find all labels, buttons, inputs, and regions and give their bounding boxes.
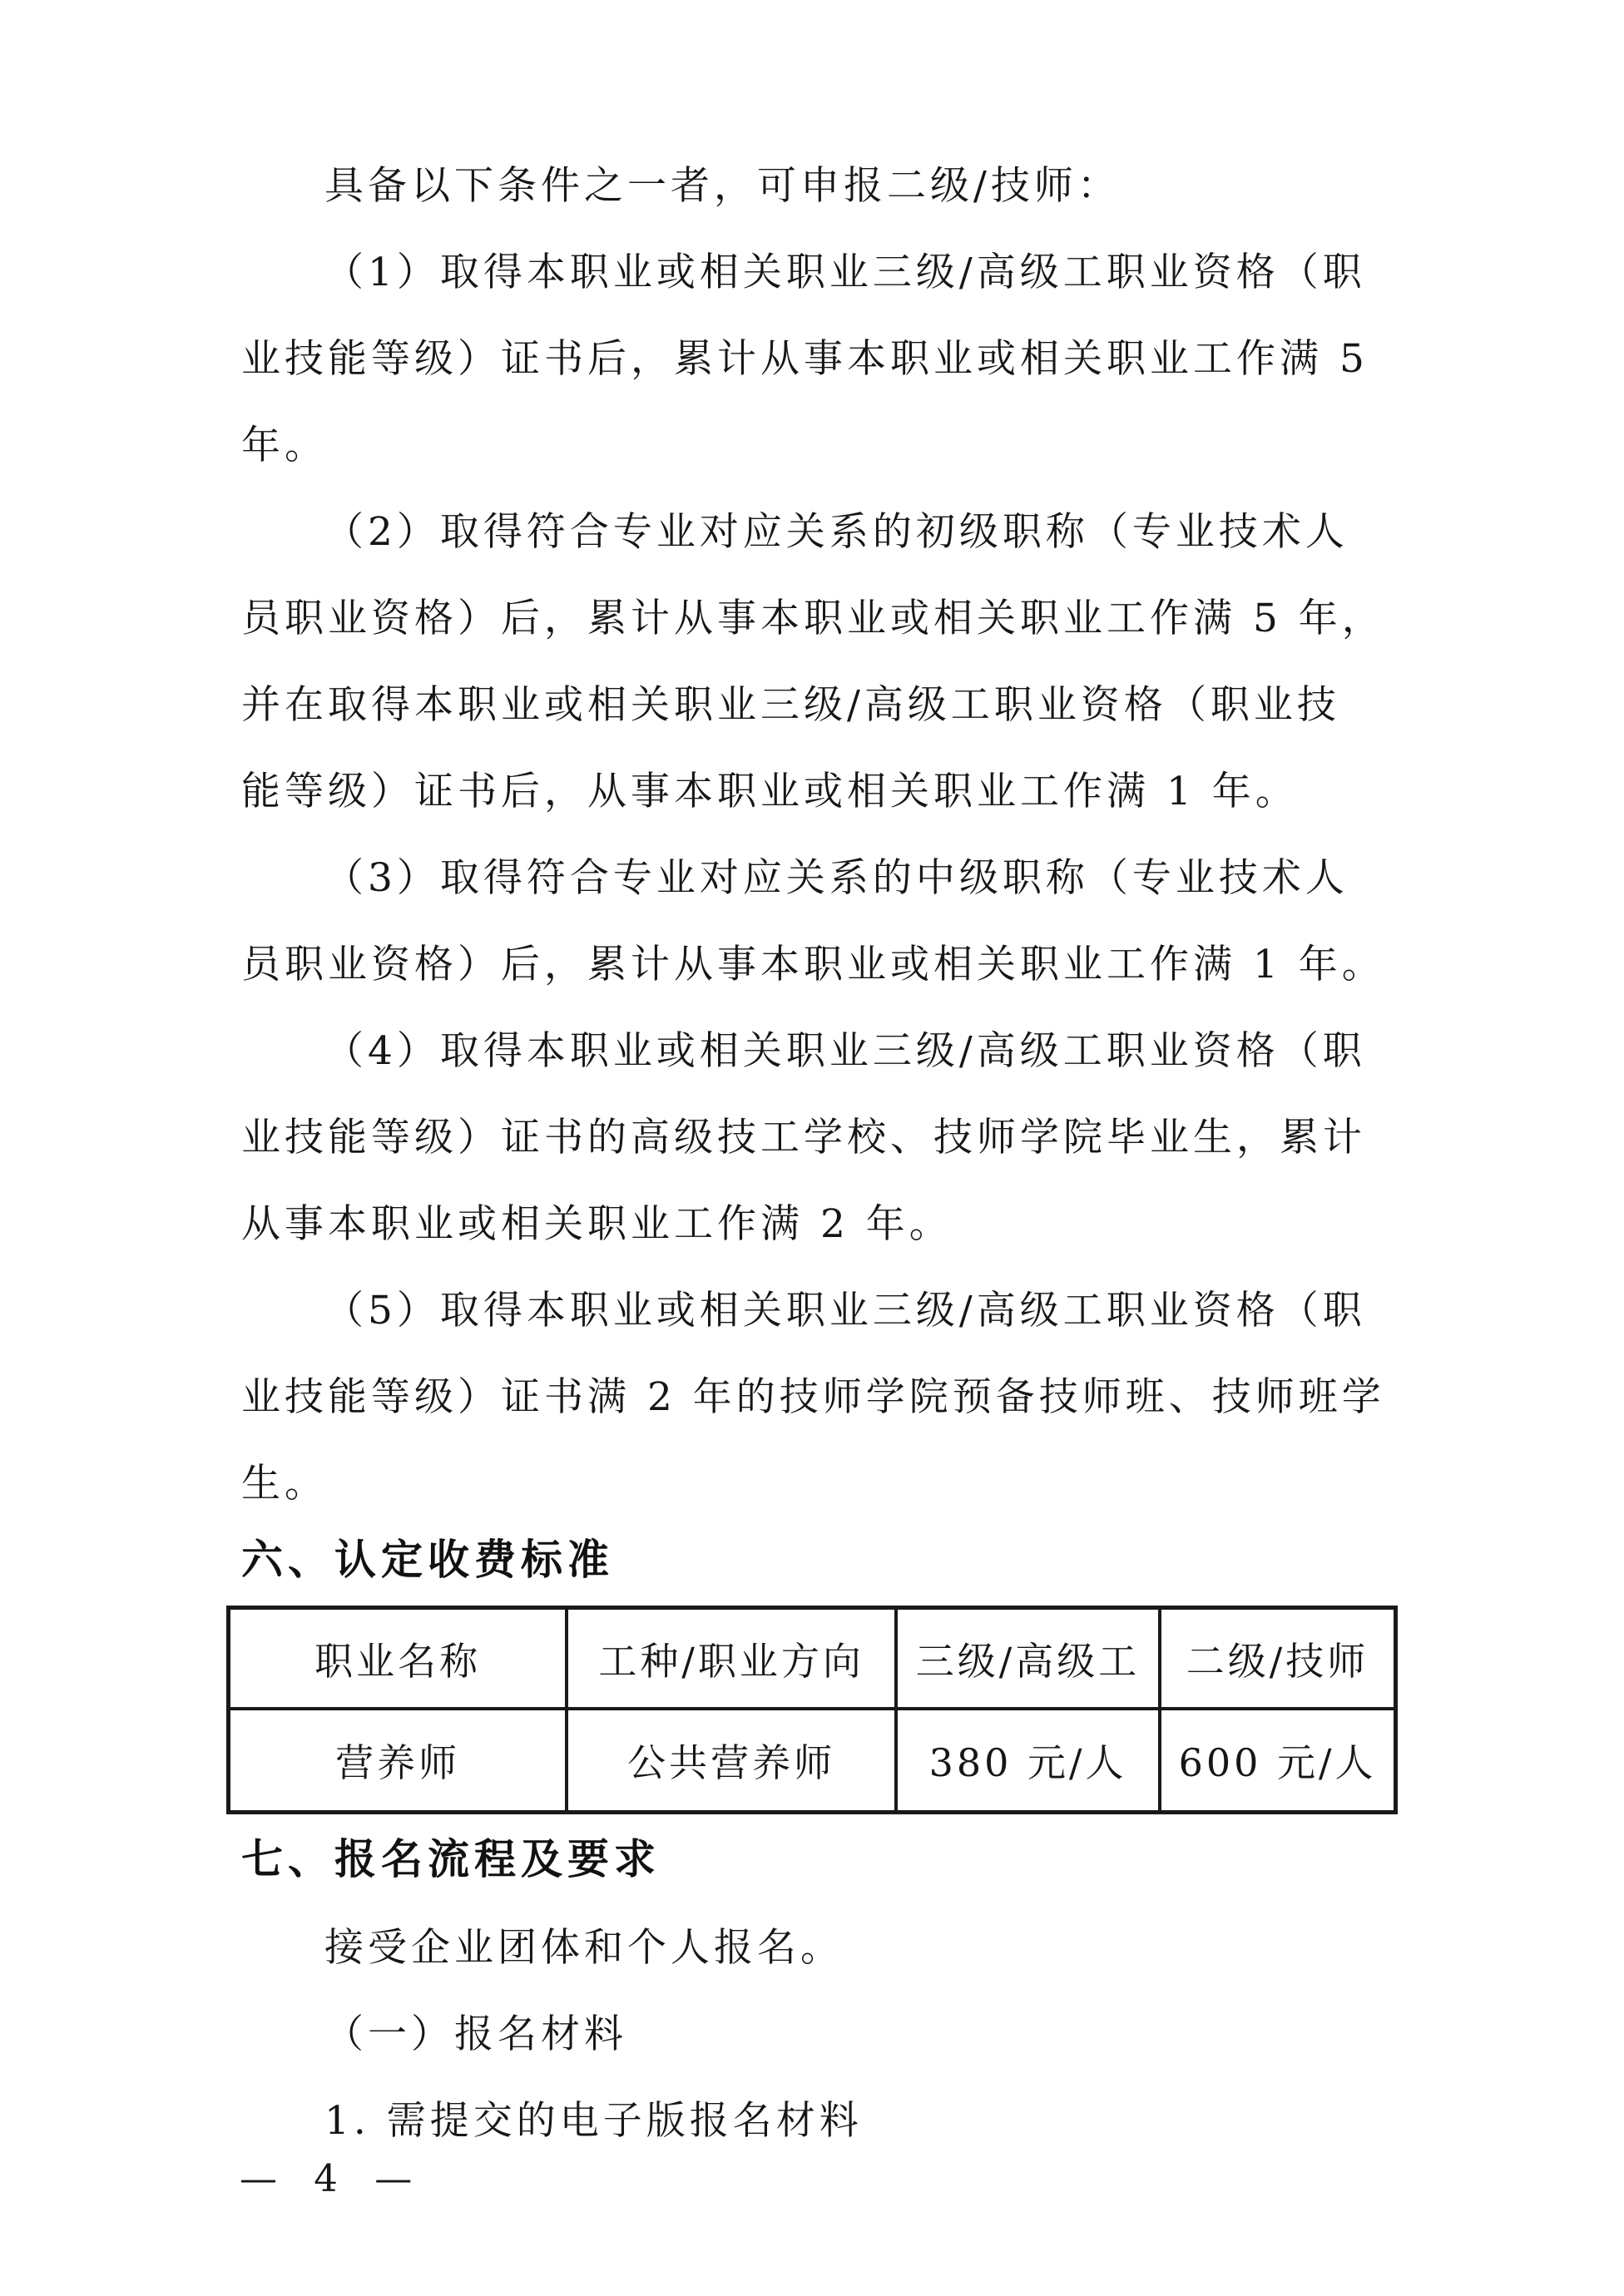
fee-table-header-occupation: 职业名称 <box>229 1608 567 1710</box>
signup-line: 接受企业团体和个人报名。 <box>324 1925 844 1971</box>
signup-line: 1. 需提交的电子版报名材料 <box>324 2098 863 2144</box>
fee-table-header-direction: 工种/职业方向 <box>567 1608 896 1710</box>
body-line: （3）取得符合专业对应关系的中级职称（专业技术人 <box>324 855 1349 901</box>
fee-table-header-level2: 二级/技师 <box>1160 1608 1395 1710</box>
section-heading-fee-standard: 六、认定收费标准 <box>241 1536 614 1584</box>
qualification-paragraphs <box>241 143 1406 1527</box>
body-line: 并在取得本职业或相关职业三级/高级工职业资格（职业技 <box>241 682 1340 728</box>
body-line: 生。 <box>241 1461 328 1507</box>
body-line: （4）取得本职业或相关职业三级/高级工职业资格（职 <box>324 1028 1366 1074</box>
signup-paragraphs <box>241 1905 1406 2165</box>
section-heading-signup-process: 七、报名流程及要求 <box>241 1835 661 1883</box>
body-line: 业技能等级）证书后，累计从事本职业或相关职业工作满 5 <box>241 336 1369 382</box>
body-line: 员职业资格）后，累计从事本职业或相关职业工作满 5 年， <box>241 596 1385 641</box>
fee-table-header-row <box>229 1608 1396 1710</box>
body-line: 具备以下条件之一者，可申报二级/技师： <box>324 163 1121 209</box>
fee-table <box>226 1606 1398 1814</box>
signup-line: （一）报名材料 <box>324 2011 627 2057</box>
fee-table-cell-level3-fee: 380 元/人 <box>896 1709 1160 1813</box>
fee-table-data-row <box>229 1709 1396 1813</box>
body-line: 业技能等级）证书的高级技工学校、技师学院毕业生，累计 <box>241 1115 1366 1160</box>
fee-table-cell-direction: 公共营养师 <box>567 1709 896 1813</box>
body-line: 从事本职业或相关职业工作满 2 年。 <box>241 1201 953 1247</box>
body-line: 能等级）证书后，从事本职业或相关职业工作满 1 年。 <box>241 769 1299 814</box>
fee-table-cell-occupation: 营养师 <box>229 1709 567 1813</box>
page-number: — 4 — <box>240 2156 421 2200</box>
body-line: （2）取得符合专业对应关系的初级职称（专业技术人 <box>324 509 1349 555</box>
body-line: 员职业资格）后，累计从事本职业或相关职业工作满 1 年。 <box>241 942 1385 987</box>
fee-table-header-level3: 三级/高级工 <box>896 1608 1160 1710</box>
body-line: 年。 <box>241 423 328 468</box>
body-line: 业技能等级）证书满 2 年的技师学院预备技师班、技师班学 <box>241 1374 1385 1420</box>
body-line: （5）取得本职业或相关职业三级/高级工职业资格（职 <box>324 1288 1366 1334</box>
fee-table-cell-level2-fee: 600 元/人 <box>1160 1709 1395 1813</box>
body-line: （1）取得本职业或相关职业三级/高级工职业资格（职 <box>324 250 1366 295</box>
